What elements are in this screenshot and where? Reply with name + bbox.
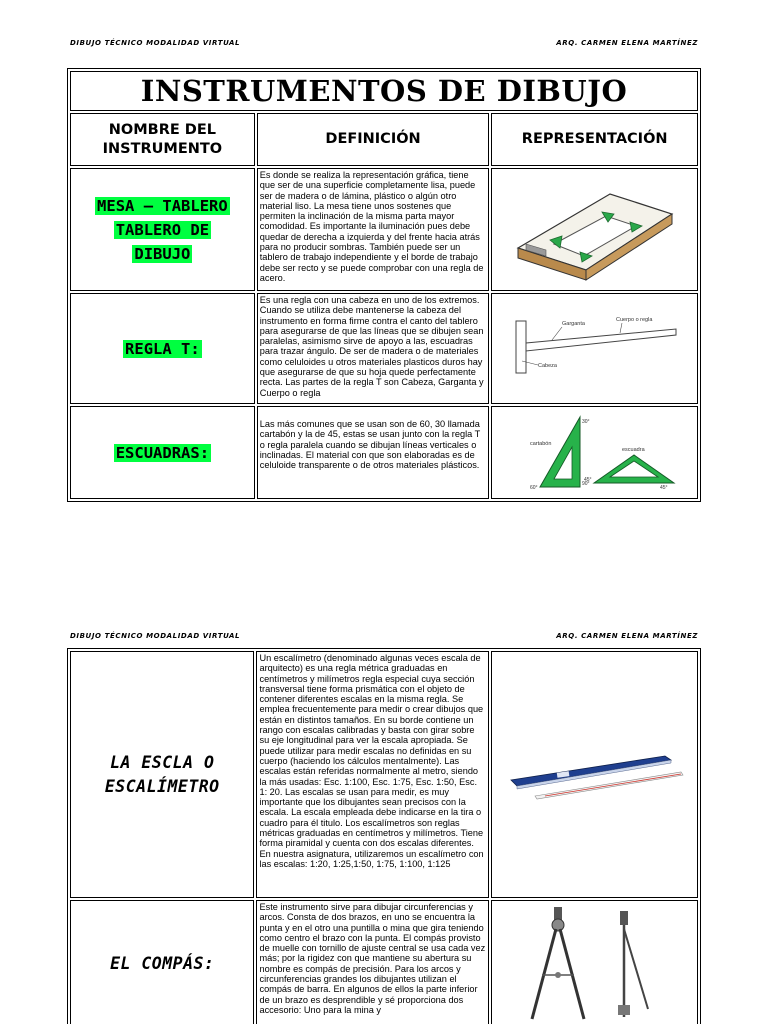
table-row [70,168,698,291]
set-squares-image [510,411,680,495]
label-cabeza: Cabeza [537,362,557,369]
compass-image [520,905,670,1023]
name-line: ESCALÍMETRO [104,776,220,796]
instrument-name [70,168,255,291]
table-row [70,406,698,499]
instrument-definition [257,168,490,291]
definition-text: Es donde se realiza la representación gráfica, tiene que ser de una superficie completamente lisa, puede ser de madera o de lámina, plástico o algún otro material liso. La mesa tiene unos sostenes que permiten la inclinación de la misma parta mayor comodidad. Es importante la iluminación pues debe quedar de derecha a izquierda y del frente hacia atrás para no producir sombras. También puede ser un tablero de trabajo independiente y el borde de trabajo debe ser recto y se puede comprobar con una regla de acero. [259,170,484,283]
header-course: DIBUJO TÉCNICO MODALIDAD VIRTUAL [70,39,241,47]
header-author: ARQ. CARMEN ELENA MARTÍNEZ [556,632,698,640]
instrument-name [70,406,255,499]
label-angle: 45° [583,476,592,483]
instrument-definition [257,406,490,499]
name-line: ESCUADRAS: [115,443,210,462]
definition-text: Es una regla con una cabeza en uno de los extremos. Cuando se utiliza debe mantenerse la cabeza del instrumento en forma firme contra el canto del tablero para asegurarse de que las líneas que se dibujen sean paralelas, asimismo sirve de apoyo a las, escuadras para trazar ángulo. De ser de madera o de materiales como celuloides u otros materiales plasticos duros hay que asegurarse de que su hoja quede perfectamente recta. Las partes de la regla T son Cabeza, Garganta y Cuerpo o regla [259,295,484,398]
table-row [70,651,698,898]
name-line: EL COMPÁS: [110,954,215,973]
label-angle: 30° [581,418,590,425]
table-row [70,900,698,1024]
drawing-table-image [510,176,680,284]
column-header-name: NOMBRE DEL INSTRUMENTO [70,113,255,166]
page-header [70,632,698,644]
label-garganta: Garganta [561,320,585,327]
label-angle: 90° [581,480,590,487]
label-cartabon: cartabón [529,440,552,447]
table-title: INSTRUMENTOS DE DIBUJO [70,71,698,111]
name-line: TABLERO DE [115,220,210,239]
name-line: REGLA T: [125,339,200,358]
name-line: LA ESCLA O [110,752,215,772]
label-angle: 45° [659,484,668,491]
header-course: DIBUJO TÉCNICO MODALIDAD VIRTUAL [70,632,241,640]
name-line: MESA – TABLERO [97,196,228,215]
instruments-table [67,68,701,502]
column-header-definition: DEFINICIÓN [257,113,490,166]
definition-text: Este instrumento sirve para dibujar circunferencias y arcos. Consta de dos brazos, en uno se encuentra la punta y en el otro una puntilla o mina que gira teniendo como centro el brazo con la punta. El compás provisto de muelle con tornillo de ajuste central se usa cada vez más; por la rigidez con que mantiene su abertura su nombre es compás de precisión. Para los arcos y circunferencias grandes los dibujantes utilizan el compás de barra. En algunos de ellos la parte inferior de un brazo es desprendible y sé proporciona dos accesorio: Uno para la mina y [259,902,486,1015]
instrument-definition [256,900,489,1024]
name-line: DIBUJO [134,244,191,263]
definition-text: Las más comunes que se usan son de 60, 30 llamada cartabón y la de 45, estas se usan junto con la regla T o regla paralela cuando se dibujan líneas verticales o inclinadas. El material con que son elaboradas es de celuloide transparente o de otros materiales plásticos. [259,419,481,471]
label-angle: 60° [529,484,538,491]
header-author: ARQ. CARMEN ELENA MARTÍNEZ [556,39,698,47]
instrument-representation [491,651,698,898]
instrument-name [70,293,255,404]
instrument-name [70,900,254,1024]
page-header [70,39,698,51]
instrument-representation [491,900,698,1024]
table-row [70,293,698,404]
instrument-representation [491,293,698,404]
instrument-name [70,651,254,898]
instrument-representation [491,168,698,291]
label-escuadra: escuadra [621,446,645,453]
instrument-definition [256,651,489,898]
t-square-image [510,313,680,385]
definition-text: Un escalímetro (denominado algunas veces escala de arquitecto) es una regla métrica graduadas en centímetros y milímetros regla especial cuya sección transversal tiene forma prismática con el objeto de contener diferentes escalas en la misma regla. Se emplea frecuentemente para medir o crear dibujos que están en distintos tamaños. En su borde contiene un rango con escalas calibradas y basta con girar sobre su eje longitudinal para ver la escala apropiada. Se puede utilizar para medir escalas no definidas en su cuerpo (haciendo los cálculos mentalmente). Las escalas están referidas normalmente al metro, siendo la más usadas: Esc. 1:100, Esc. 1:75, Esc. 1:50, Esc. 1: 20. Las escalas se usan para medir, es muy importante que los dibujantes sean precisos con la escala. La escala empleada debe indicarse en la tira o cuadro para él titulo. Los escalímetros son reglas métricas graduadas en centímetros y milímetros. Tiene forma piramidal y cuenta con dos escalas diferentes. En nuestra asignatura, utilizaremos un escalímetro con las escalas: 1:20, 1:25,1:50, 1:75, 1:100, 1:125 [259,653,484,869]
column-header-representation: REPRESENTACIÓN [491,113,698,166]
instrument-representation [491,406,698,499]
instrument-definition [257,293,490,404]
instruments-table-continued [67,648,701,1024]
scale-ruler-image [505,750,685,800]
label-cuerpo: Cuerpo o regla [615,316,653,323]
